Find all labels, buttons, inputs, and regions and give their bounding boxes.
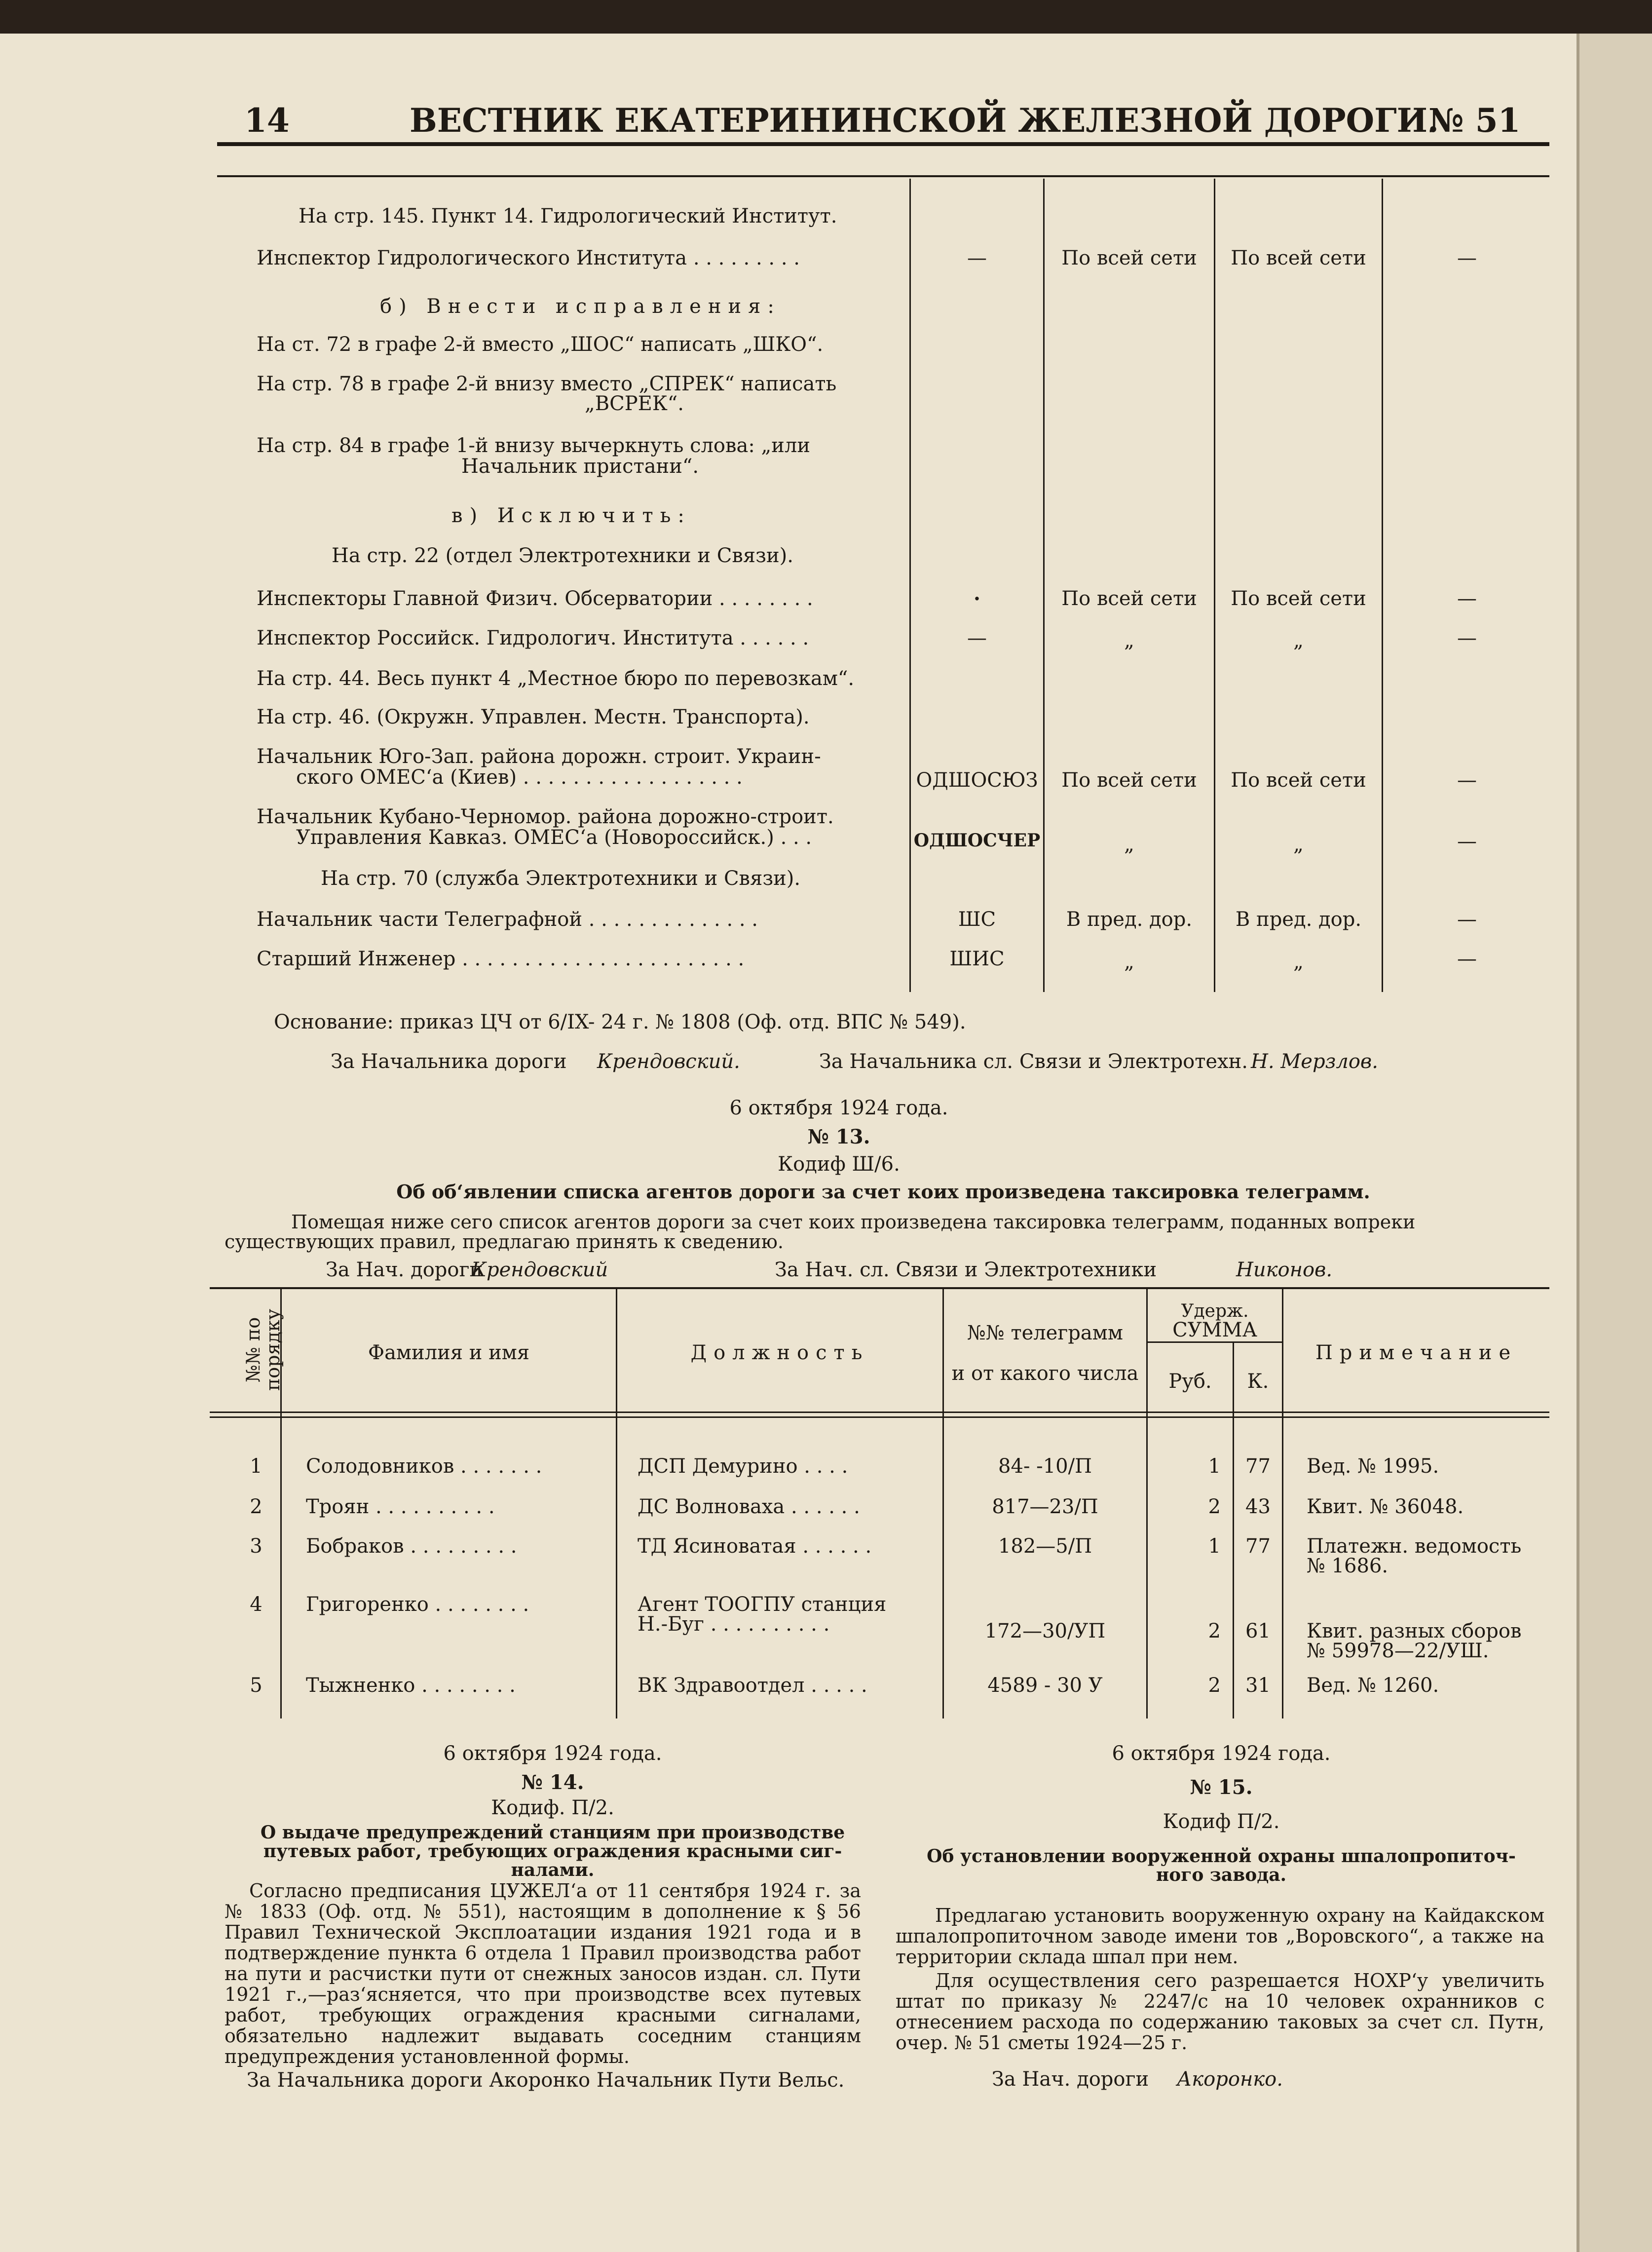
table-row-name: Бобраков . . . . . . . . . bbox=[306, 1535, 517, 1558]
table1-row-area: В пред. дор. bbox=[1235, 908, 1362, 931]
table1-row-area: „ bbox=[1293, 833, 1304, 856]
table1-row-code: — bbox=[967, 627, 987, 649]
table1-row-text: На стр. 84 в графе 1-й внизу вычеркнуть слова: „или bbox=[257, 434, 811, 457]
table1-row-dash: — bbox=[1457, 948, 1477, 970]
header-kop: К. bbox=[1247, 1370, 1269, 1393]
table1-row-code: · bbox=[974, 587, 980, 611]
order13-body: Помещая ниже сего список агентов дороги за счет коих произведена таксировка телеграмм, поданных вопреки bbox=[291, 1211, 1416, 1233]
table-row-position: ДСП Демурино . . . . bbox=[638, 1455, 848, 1478]
table-row-position: Н.-Буг . . . . . . . . . . bbox=[638, 1613, 830, 1636]
order14-codif: Кодиф. П/2. bbox=[491, 1796, 614, 1819]
header-telegrams: №№ телеграмм bbox=[967, 1322, 1123, 1344]
table1-row-text: Старший Инженер . . . . . . . . . . . . . . . . . . . . . . . bbox=[257, 948, 745, 970]
table-row-rub: 2 bbox=[1208, 1495, 1221, 1518]
header-note: Примечание bbox=[1315, 1341, 1518, 1364]
order13-number: № 13. bbox=[807, 1125, 870, 1148]
order14-number: № 14. bbox=[521, 1771, 584, 1794]
table1-row-text: На стр. 78 в графе 2-й внизу вместо „СПРЕК“ написать bbox=[257, 373, 837, 395]
order14-title: путевых работ, требующих ограждения красными сиг- bbox=[263, 1841, 842, 1862]
table-row-num: 4 bbox=[250, 1593, 263, 1616]
basis-line: Основание: приказ ЦЧ от 6/IX- 24 г. № 1808 (Оф. отд. ВПС № 549). bbox=[274, 1011, 966, 1033]
table-row-note: Вед. № 1260. bbox=[1307, 1674, 1439, 1697]
table1-row-area: По всей сети bbox=[1061, 587, 1197, 610]
table-row-note: Квит. разных сборов bbox=[1307, 1620, 1522, 1642]
table1-row-text: Инспектор Российск. Гидрологич. Института . . . . . . bbox=[257, 627, 809, 649]
table-row-name: Солодовников . . . . . . . bbox=[306, 1455, 542, 1478]
table1-row-text: Управления Кавказ. ОМЕС‘а (Новороссийск.) . . . bbox=[296, 826, 812, 849]
table1-col-line bbox=[1382, 179, 1383, 992]
table1-row-text: Инспектор Гидрологического Института . . . . . . . . . bbox=[257, 247, 800, 269]
table-row-name: Тыжненко . . . . . . . . bbox=[306, 1674, 516, 1697]
table1-row-text: Начальник части Телеграфной . . . . . . . . . . . . . . bbox=[257, 908, 758, 931]
header-sum: Удерж. bbox=[1181, 1301, 1249, 1321]
table-row-telegram: 84- -10/П bbox=[998, 1455, 1092, 1478]
table1-row-area: В пред. дор. bbox=[1066, 908, 1193, 931]
signature-name: Н. Мерзлов. bbox=[1251, 1050, 1378, 1073]
table-row-note: Вед. № 1995. bbox=[1307, 1455, 1439, 1478]
table1-row-code: ШС bbox=[958, 908, 996, 931]
table1-row-area: „ bbox=[1124, 833, 1134, 856]
table2-sum-rule bbox=[1148, 1341, 1282, 1343]
signature-name: Крендовский. bbox=[597, 1050, 740, 1073]
table-row-note: № 1686. bbox=[1307, 1555, 1389, 1577]
header-telegrams: и от какого числа bbox=[951, 1362, 1139, 1385]
order14-title: налами. bbox=[511, 1860, 595, 1880]
table1-row-dash: — bbox=[1457, 247, 1477, 269]
order15-number: № 15. bbox=[1190, 1776, 1253, 1799]
order14-signature: За Начальника дороги Акоронко Начальник Пути Вельс. bbox=[247, 2069, 845, 2092]
table-row-position: ТД Ясиноватая . . . . . . bbox=[638, 1535, 872, 1558]
signature-name: Крендовский bbox=[471, 1259, 608, 1281]
table2-col-line bbox=[1233, 1341, 1234, 1718]
order15-title: ного завода. bbox=[1156, 1865, 1287, 1885]
table1-row-text: На стр. 46. (Окружн. Управлен. Местн. Транспорта). bbox=[257, 706, 810, 728]
table-row-kop: 31 bbox=[1245, 1674, 1271, 1697]
order14-title: О выдаче предупреждений станциям при производстве bbox=[260, 1822, 845, 1843]
table1-row-area: По всей сети bbox=[1231, 247, 1366, 269]
table-row-kop: 77 bbox=[1245, 1455, 1271, 1478]
table-row-kop: 43 bbox=[1245, 1495, 1271, 1518]
table1-row-text: На стр. 44. Весь пункт 4 „Местное бюро по перевозкам“. bbox=[257, 667, 855, 690]
signature-label: За Начальника сл. Связи и Электротехн. bbox=[819, 1050, 1248, 1073]
table1-row-code: — bbox=[967, 247, 987, 269]
order13-body: существующих правил, предлагаю принять к сведению. bbox=[225, 1231, 784, 1253]
table-row-rub: 1 bbox=[1208, 1535, 1221, 1558]
table1-row-area: „ bbox=[1293, 951, 1304, 973]
table1-row-area: По всей сети bbox=[1231, 769, 1366, 792]
header-num: №№ по порядку bbox=[242, 1309, 284, 1391]
table1-row-text: ского ОМЕС‘а (Киев) . . . . . . . . . . . . . . . . . . bbox=[296, 766, 743, 789]
table1-row-area: „ bbox=[1293, 629, 1304, 652]
table1-top-rule bbox=[217, 175, 1549, 177]
table1-row-dash: — bbox=[1457, 769, 1477, 792]
page-number: 14 bbox=[244, 101, 290, 140]
table1-row-area: „ bbox=[1124, 951, 1134, 973]
table-row-kop: 77 bbox=[1245, 1535, 1271, 1558]
table-row-num: 5 bbox=[250, 1674, 263, 1697]
table-row-kop: 61 bbox=[1245, 1620, 1271, 1642]
section-heading-exclude: в) Исключить: bbox=[451, 504, 691, 527]
table-row-num: 3 bbox=[250, 1535, 263, 1558]
table1-row-area: По всей сети bbox=[1061, 247, 1197, 269]
table-row-note: Квит. № 36048. bbox=[1307, 1495, 1464, 1518]
table-row-telegram: 817—23/П bbox=[992, 1495, 1098, 1518]
table-row-num: 1 bbox=[250, 1455, 263, 1478]
signature-label: За Нач. сл. Связи и Электротехники bbox=[775, 1259, 1157, 1281]
table2-header-rule bbox=[210, 1416, 1549, 1418]
table1-row-area: По всей сети bbox=[1061, 769, 1197, 792]
table1-row-dash: — bbox=[1457, 587, 1477, 610]
order15-paragraph: Предлагаю установить вооруженную охрану на Кайдакском шпалопропиточном заводе имени тов „Воровского“, а также на территории склада шпал при нем. bbox=[896, 1905, 1544, 1968]
order13-date: 6 октября 1924 года. bbox=[729, 1097, 948, 1119]
journal-title: ВЕСТНИК ЕКАТЕРИНИНСКОЙ ЖЕЛЕЗНОЙ ДОРОГИ. bbox=[410, 101, 1439, 140]
order14-date: 6 октября 1924 года. bbox=[443, 1742, 662, 1765]
section-heading-corrections: б) Внести исправления: bbox=[380, 295, 781, 318]
table-row-position: Агент ТООГПУ станция bbox=[638, 1593, 887, 1616]
table-row-rub: 2 bbox=[1208, 1620, 1221, 1642]
table1-row-text: На стр. 70 (служба Электротехники и Связи). bbox=[321, 867, 801, 890]
table1-row-dash: — bbox=[1457, 830, 1477, 853]
signature-label: За Нач. дороги bbox=[992, 2068, 1149, 2091]
table-row-telegram: 172—30/УП bbox=[984, 1620, 1106, 1642]
header-position: Должность bbox=[690, 1341, 869, 1364]
order15-paragraph: Для осуществления сего разрешается НОХР‘у увеличить штат по приказу № 2247/с на 10 человек охранников с отнесением расхода по содержанию таковых за счет сл. Путн, очер. № 51 сметы 1924—25 г. bbox=[896, 1970, 1544, 2054]
table1-row-text: „ВСРЕК“. bbox=[585, 392, 684, 415]
table-row-position: ВК Здравоотдел . . . . . bbox=[638, 1674, 867, 1697]
order13-title: Об об‘явлении списка агентов дороги за счет коих произведена таксировка телеграмм. bbox=[396, 1181, 1370, 1203]
order13-codif: Кодиф Ш/6. bbox=[778, 1153, 900, 1176]
header-rub: Руб. bbox=[1168, 1370, 1212, 1393]
table1-row-code: ШИС bbox=[949, 948, 1005, 970]
table1-row-dash: — bbox=[1457, 627, 1477, 649]
table1-row-text: На ст. 72 в графе 2-й вместо „ШОС“ написать „ШКО“. bbox=[257, 333, 824, 356]
header-name: Фамилия и имя bbox=[368, 1341, 530, 1364]
table1-col-line bbox=[1214, 179, 1215, 992]
header-rule bbox=[217, 142, 1549, 146]
table-row-telegram: 4589 - 30 У bbox=[987, 1674, 1103, 1697]
table1-row-text: Начальник Юго-Зап. района дорожн. строит. Украин- bbox=[257, 745, 821, 768]
signature-name: Акоронко. bbox=[1177, 2068, 1283, 2091]
table1-row-area: По всей сети bbox=[1231, 587, 1366, 610]
table-row-name: Троян . . . . . . . . . . bbox=[306, 1495, 495, 1518]
table1-row-area: „ bbox=[1124, 629, 1134, 652]
table1-row-dash: — bbox=[1457, 908, 1477, 931]
table1-row-text: Начальник Кубано-Черномор. района дорожно-строит. bbox=[257, 805, 834, 828]
signature-label: За Нач. дороги bbox=[326, 1259, 483, 1281]
table-row-position: ДС Волноваха . . . . . . bbox=[638, 1495, 860, 1518]
table-row-rub: 2 bbox=[1208, 1674, 1221, 1697]
order15-codif: Кодиф П/2. bbox=[1163, 1810, 1280, 1833]
table-row-name: Григоренко . . . . . . . . bbox=[306, 1593, 529, 1616]
table-row-note: Платежн. ведомость bbox=[1307, 1535, 1522, 1558]
order15-title: Об установлении вооруженной охраны шпалопропиточ- bbox=[927, 1846, 1516, 1867]
signature-label: За Начальника дороги bbox=[331, 1050, 567, 1073]
signature-name: Никонов. bbox=[1236, 1259, 1333, 1281]
table1-row-code: ОДШОСЧЕР bbox=[913, 830, 1041, 851]
table-row-rub: 1 bbox=[1208, 1455, 1221, 1478]
table-row-telegram: 182—5/П bbox=[998, 1535, 1092, 1558]
header-sum: СУММА bbox=[1172, 1319, 1257, 1341]
table-row-note: № 59978—22/УШ. bbox=[1307, 1640, 1489, 1662]
table2-header-rule bbox=[210, 1412, 1549, 1413]
order14-body: Согласно предписания ЦУЖЕЛ‘а от 11 сентября 1924 г. за № 1833 (Оф. отд. № 551), настоящим в дополнение к § 56 Правил Технической Эксплоатации издания 1921 года и в подтверждение пункта 6 отдела 1 Правил производства работ на пути и расчистки пути от снежных заносов издан. сл. Пути 1921 г.,—раз‘ясняется, что при производстве всех путевых работ, требующих ограждения красными сигналами, обязательно надлежит выдавать соседним станциям предупреждения установленной формы. bbox=[225, 1880, 861, 2067]
table1-row-text: На стр. 145. Пункт 14. Гидрологический Институт. bbox=[299, 205, 837, 228]
table1-col-line bbox=[1043, 179, 1045, 992]
table-row-num: 2 bbox=[250, 1495, 263, 1518]
table1-row-text: Инспекторы Главной Физич. Обсерватории . . . . . . . . bbox=[257, 587, 813, 610]
order15-date: 6 октября 1924 года. bbox=[1112, 1742, 1331, 1765]
table1-row-code: ОДШОСЮЗ bbox=[916, 769, 1038, 792]
table1-col-line bbox=[909, 179, 911, 992]
table2-top-rule bbox=[210, 1287, 1549, 1289]
table1-row-text: На стр. 22 (отдел Электротехники и Связи). bbox=[332, 544, 793, 567]
issue-number: № 51 bbox=[1428, 101, 1521, 140]
next-page-edge bbox=[1577, 34, 1652, 2252]
table1-row-text: Начальник пристани“. bbox=[461, 455, 699, 478]
